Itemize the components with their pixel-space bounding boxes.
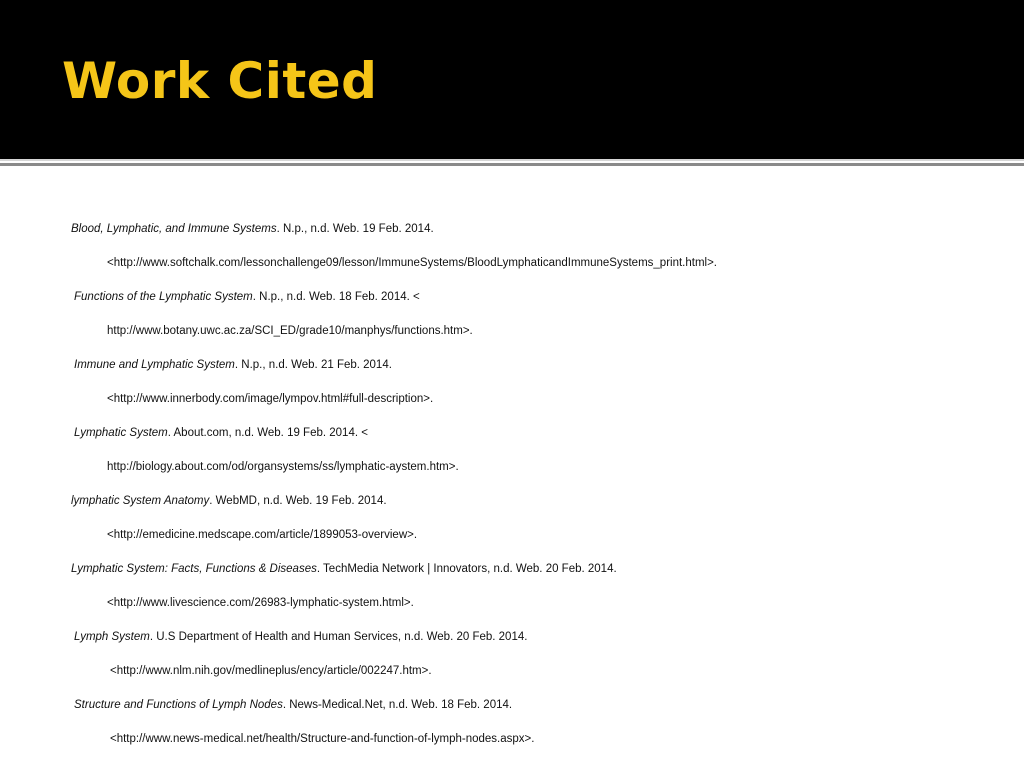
divider <box>0 159 1024 161</box>
citation-url: http://www.botany.uwc.ac.za/SCI_ED/grade10/manphys/functions.htm>. <box>107 325 473 337</box>
citation-entry <box>74 289 420 305</box>
divider <box>0 163 1024 166</box>
citation-title: lymphatic System Anatomy <box>71 495 210 507</box>
citation-url: http://biology.about.com/od/organsystems/ss/lymphatic-aystem.htm>. <box>107 461 459 473</box>
citation-url: <http://www.softchalk.com/lessonchallenge09/lesson/ImmuneSystems/BloodLymphaticandImmuneSystems_print.html>. <box>107 257 717 269</box>
citation-entry <box>71 561 617 577</box>
citation-details: . N.p., n.d. Web. 21 Feb. 2014. <box>234 359 392 371</box>
slide-header <box>0 0 1024 159</box>
citation-details: . N.p., n.d. Web. 19 Feb. 2014. <box>276 223 434 235</box>
citation-title: Immune and Lymphatic System <box>74 359 235 371</box>
citation-details: . News-Medical.Net, n.d. Web. 18 Feb. 2014. <box>282 699 513 711</box>
citation-url: <http://www.livescience.com/26983-lymphatic-system.html>. <box>107 597 414 609</box>
citation-title: Functions of the Lymphatic System <box>74 291 253 303</box>
citation-details: . TechMedia Network | Innovators, n.d. Web. 20 Feb. 2014. <box>316 563 617 575</box>
page-title: Work Cited <box>62 52 378 110</box>
citation-entry <box>74 697 512 713</box>
citation-entry <box>74 425 368 441</box>
citation-url: <http://emedicine.medscape.com/article/1899053-overview>. <box>107 529 418 541</box>
citation-details: . WebMD, n.d. Web. 19 Feb. 2014. <box>209 495 387 507</box>
citation-details: . N.p., n.d. Web. 18 Feb. 2014. < <box>252 291 420 303</box>
citation-title: Lymphatic System: Facts, Functions & Diseases <box>71 563 317 575</box>
citation-details: . About.com, n.d. Web. 19 Feb. 2014. < <box>167 427 368 439</box>
citation-url: <http://www.nlm.nih.gov/medlineplus/ency/article/002247.htm>. <box>110 665 432 677</box>
citation-entry <box>74 629 527 645</box>
citation-url: <http://www.innerbody.com/image/lympov.html#full-description>. <box>107 393 434 405</box>
citation-details: . U.S Department of Health and Human Services, n.d. Web. 20 Feb. 2014. <box>149 631 528 643</box>
citation-url: <http://www.news-medical.net/health/Structure-and-function-of-lymph-nodes.aspx>. <box>110 733 535 745</box>
citation-entry <box>71 221 434 237</box>
citation-title: Lymphatic System <box>74 427 168 439</box>
citation-title: Blood, Lymphatic, and Immune Systems <box>71 223 277 235</box>
citation-title: Lymph System <box>74 631 150 643</box>
citation-entry <box>74 357 392 373</box>
citation-entry <box>71 493 387 509</box>
citation-title: Structure and Functions of Lymph Nodes <box>74 699 283 711</box>
